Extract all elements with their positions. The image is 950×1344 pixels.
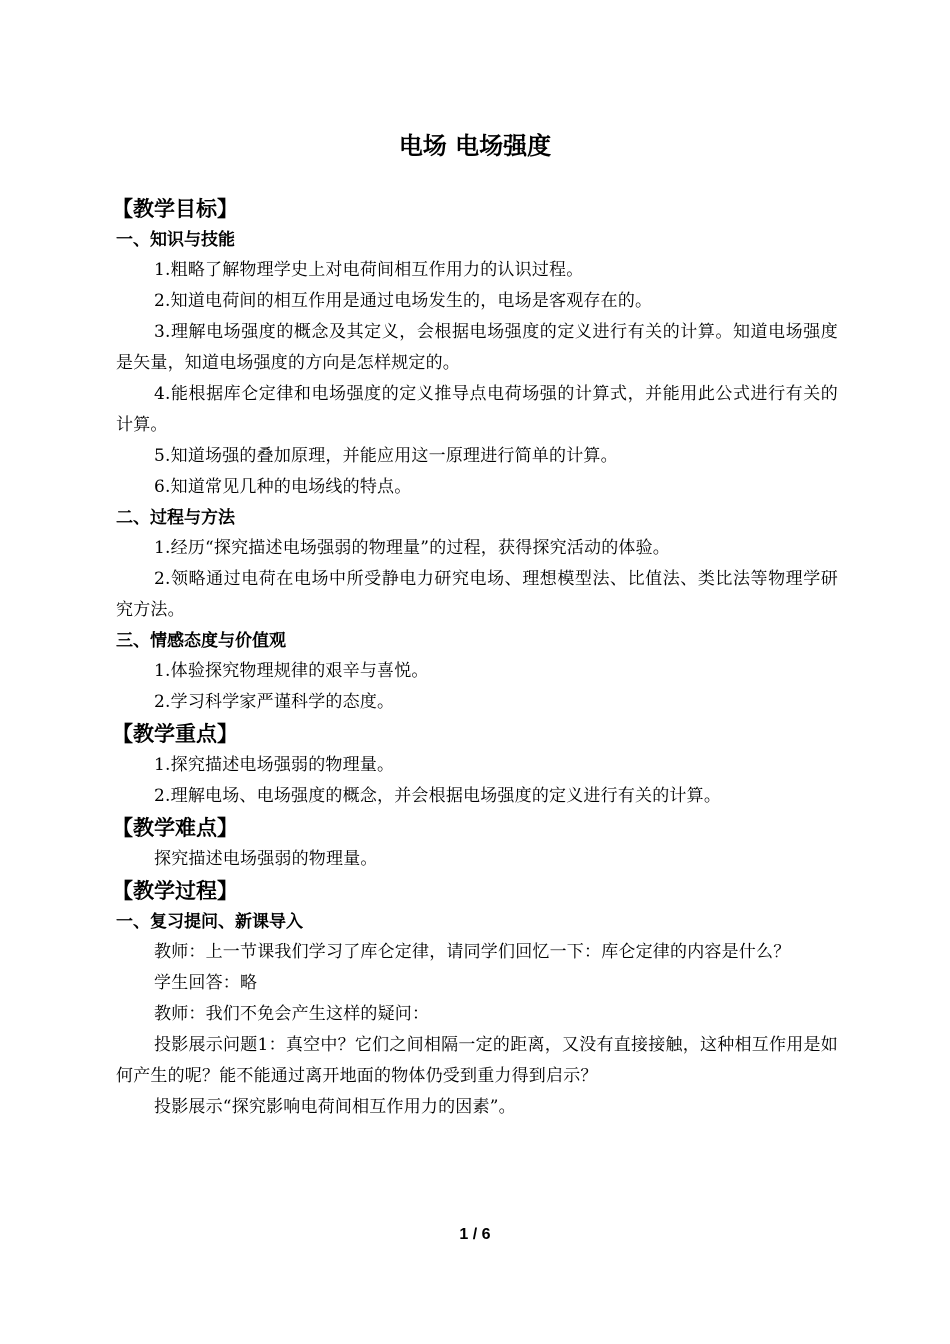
paragraph: 1.探究描述电场强弱的物理量。	[154, 755, 395, 775]
paragraph: 教师：我们不免会产生这样的疑问：	[154, 1004, 430, 1024]
section-heading: 【教学过程】	[112, 879, 238, 903]
paragraph: 5.知道场强的叠加原理，并能应用这一原理进行简单的计算。	[154, 446, 618, 466]
paragraph: 4.能根据库仑定律和电场强度的定义推导点电荷场强的计算式，并能用此公式进行有关的计算。	[116, 384, 838, 435]
paragraph: 2.领略通过电荷在电场中所受静电力研究电场、理想模型法、比值法、类比法等物理学研究方法。	[116, 569, 838, 620]
paragraph: 1.经历“探究描述电场强弱的物理量”的过程，获得探究活动的体验。	[154, 538, 671, 558]
section-heading: 【教学难点】	[112, 816, 238, 840]
page-number: 1 / 6	[459, 1226, 491, 1243]
paragraph: 探究描述电场强弱的物理量。	[154, 849, 378, 869]
subsection-heading: 一、复习提问、新课导入	[116, 912, 303, 932]
paragraph: 1.体验探究物理规律的艰辛与喜悦。	[154, 661, 429, 681]
paragraph: 6.知道常见几种的电场线的特点。	[154, 477, 412, 497]
subsection-heading: 二、过程与方法	[116, 508, 235, 528]
paragraph: 教师：上一节课我们学习了库仑定律，请同学们回忆一下：库仑定律的内容是什么？	[154, 942, 791, 962]
section-heading: 【教学目标】	[112, 197, 238, 221]
paragraph: 学生回答：略	[154, 973, 258, 993]
subsection-heading: 三、情感态度与价值观	[116, 631, 286, 651]
paragraph: 2.知道电荷间的相互作用是通过电场发生的，电场是客观存在的。	[154, 291, 653, 311]
page-title: 电场 电场强度	[398, 132, 552, 160]
document-body	[112, 193, 838, 1123]
paragraph: 3.理解电场强度的概念及其定义，会根据电场强度的定义进行有关的计算。知道电场强度是矢量，知道电场强度的方向是怎样规定的。	[116, 322, 838, 373]
paragraph: 2.理解电场、电场强度的概念，并会根据电场强度的定义进行有关的计算。	[154, 786, 722, 806]
paragraph: 投影展示问题1：真空中？它们之间相隔一定的距离，又没有直接接触，这种相互作用是如何产生的呢？能不能通过离开地面的物体仍受到重力得到启示？	[116, 1035, 838, 1086]
paragraph: 投影展示“探究影响电荷间相互作用力的因素”。	[154, 1097, 516, 1117]
subsection-heading: 一、知识与技能	[116, 230, 235, 250]
section-heading: 【教学重点】	[112, 722, 238, 746]
paragraph: 2.学习科学家严谨科学的态度。	[154, 692, 395, 712]
paragraph: 1.粗略了解物理学史上对电荷间相互作用力的认识过程。	[154, 260, 584, 280]
